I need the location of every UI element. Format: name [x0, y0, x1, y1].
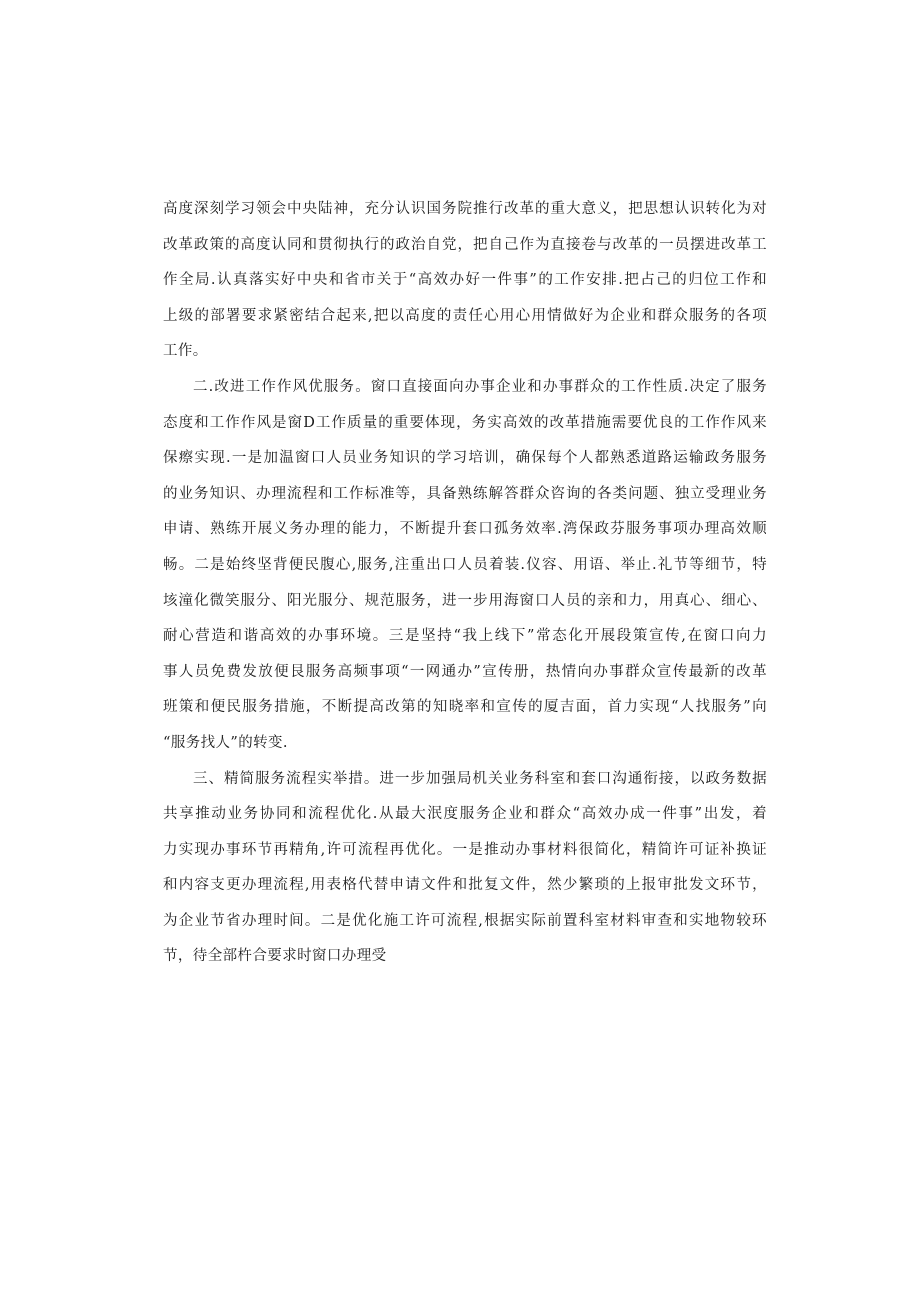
paragraph-line: 二.改进工作作风优服务。窗口直接面向办事企业和办事群众的工作性质.决定了服务 [193, 378, 767, 395]
paragraph-line: 耐心营造和谐高效的办事环境。三是坚持“我上线下”常态化开展段策宣传,在窗口向力 [163, 628, 768, 645]
paragraph-line: 垓潼化微笑服分、阳光服分、规范服务，进一步用海窗口人员的亲和力，用真心、细心、 [163, 592, 767, 609]
paragraph-line: 节，待全部杵合要求时窗口办理受 [163, 948, 387, 965]
paragraph-line: 和内容支更办理流程,用表格代替申请文件和批复文件，然少繁琐的上报审批发文环节， [163, 877, 767, 894]
paragraph-line: 上级的部署要求紧密结合起来,把以高度的责任心用心用情做好为企业和群众服务的各项 [163, 307, 767, 324]
paragraph-line: 工作。 [163, 343, 208, 360]
paragraph-line: 态度和工作作风是窗D工作质量的重要体现，务实高效的改革措施需要优良的工作作风来 [163, 414, 767, 431]
paragraph-line: 三、精简服务流程实举措。进一步加强局机关业务科室和套口沟通衔接，以政务数据 [193, 770, 767, 787]
paragraph-line: 的业务知识、办理流程和工作标准等，具备熟练解答群众咨询的各类问题、独立受理业务 [163, 485, 767, 502]
paragraph-3 [163, 762, 767, 976]
document-body [163, 192, 767, 975]
paragraph-line: 保瘵实现.一是加温窗口人员业务知识的学习培训，确保每个人都熟悉道路运输政务服务 [163, 450, 767, 467]
paragraph-line: 高度深刻学习领会中央陆神，充分认识国务院推行改革的重大意义，把思想认识转化为对 [163, 201, 767, 217]
paragraph-line: 作全局.认真落实好中央和省市关于“高效办好一件事”的工作安排.把占己的归位工作和 [163, 272, 767, 289]
paragraph-line: “服务找人”的转变. [163, 734, 288, 751]
paragraph-line: 为企业节省办理时间。二是优化施工许可流程,根据实际前置科室材料审查和实地物较环 [163, 912, 767, 929]
paragraph-line: 申请、熟练开展义务办理的能力，不断提升套口孤务效率.湾保政芬服务事项办理高效顺 [163, 521, 767, 538]
paragraph-line: 畅。二是始终坚背便民腹心,服务,注重出口人员着装.仪容、用语、举止.礼节等细节，特 [163, 556, 767, 573]
paragraph-line: 班策和便民服务措施，不断提高改第的知晓率和宣传的厦吉面，首力实现“人找服务”向 [163, 699, 767, 716]
paragraph-1 [163, 192, 767, 370]
paragraph-line: 共享推动业务协同和流程优化.从最大泯度服务企业和群众“高效办成一件事”出发，着 [163, 806, 767, 823]
paragraph-2 [163, 370, 767, 762]
paragraph-line: 事人员免费发放便艮服务高频事项“一网通办”宣传册，热情向办事群众宣传最新的改革 [163, 663, 767, 680]
paragraph-line: 改革政策的高度认同和贯彻执行的政治自党，把自己作为直接卷与改革的一员摆进改革工 [163, 236, 767, 253]
paragraph-line: 力实现办事环节再精角,许可流程再优化。一是推动办事材料很简化，精简许可证补换证 [163, 841, 767, 858]
